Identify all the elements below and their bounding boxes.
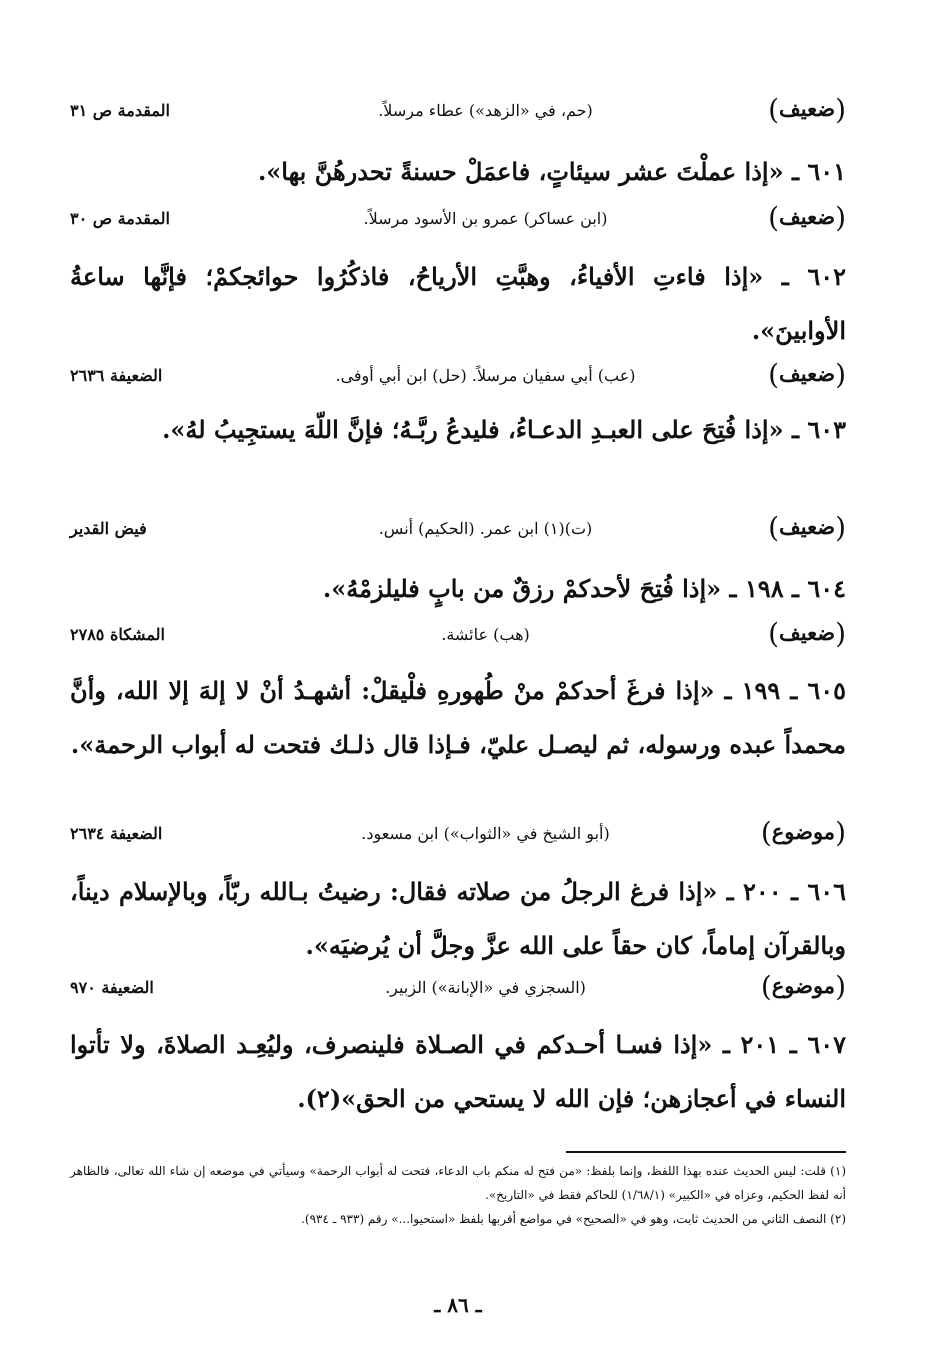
grade-label: (ضعيف) — [768, 201, 846, 234]
grade-row — [70, 967, 846, 1007]
page-number: ـ ٨٦ ـ — [434, 1293, 482, 1317]
source-citation: (حم، في «الزهد») عطاء مرسلاً. — [378, 100, 593, 120]
grade-label: (ضعيف) — [768, 511, 846, 544]
grade-row — [70, 614, 846, 654]
hadith-text: ٦٠٤ ـ ١٩٨ ـ «إذا فُتِحَ لأحدكمْ رزقٌ من بابٍ فليلزمْهُ». — [322, 574, 846, 603]
footnote: (١) قلت: ليس الحديث عنده بهذا اللفظ، وإنما بلفظ: «من فتح له منكم باب الدعاء، فتحت له أبواب الرحمة» وسيأتي في موضعه إن شاء الله تعالى، فالظاهر أنه لفظ الحكيم، وعزاه في «الكبير» (١/٦٨/١) للحاكم فقط في «التاريخ». — [70, 1164, 846, 1202]
hadith-text: ٦٠١ ـ «إذا عملْتَ عشر سيئاتٍ، فاعمَلْ حسنةً تحدرهُنَّ بها». — [257, 157, 846, 186]
reference: الضعيفة ٩٧٠ — [70, 977, 154, 997]
source-citation: (السجزي في «الإبانة») الزبير. — [385, 977, 586, 997]
grade-label: (موضوع) — [760, 816, 846, 849]
reference: المشكاة ٢٧٨٥ — [70, 624, 165, 644]
grade-row — [70, 355, 846, 395]
grade-row — [70, 90, 846, 130]
footnote-divider — [566, 1151, 846, 1153]
source-citation: (ت)(١) ابن عمر. (الحكيم) أنس. — [378, 518, 593, 538]
reference: فيض القدير — [70, 518, 147, 538]
hadith-text: ٦٠٣ ـ «إذا فُتِحَ على العبـدِ الدعـاءُ، فليدعُ ربَّـهُ؛ فإنَّ اللّهَ يستجِيبُ لهُ». — [162, 415, 846, 444]
grade-label: (ضعيف) — [768, 358, 846, 391]
book-page — [70, 0, 846, 1346]
hadith-text: ٦٠٦ ـ ٢٠٠ ـ «إذا فرغ الرجلُ من صلاته فقال: رضيتُ بـالله ربّاً، وبالإسلام ديناً، وبالقرآن إماماً، كان حقاً على الله عزَّ وجلَّ أن يُرضيَه». — [70, 877, 846, 960]
hadith-text: ٦٠٧ ـ ٢٠١ ـ «إذا فسـا أحـدكم في الصـلاة فلينصرف، وليُعِـد الصلاةَ، ولا تأتوا النساء في أعجازهن؛ فإن الله لا يستحي من الحق»(٢). — [70, 1030, 846, 1113]
grade-label: (ضعيف) — [768, 93, 846, 126]
source-citation: (هب) عائشة. — [441, 624, 530, 644]
source-citation: (أبو الشيخ في «الثواب») ابن مسعود. — [361, 823, 610, 843]
hadith-text: ٦٠٢ ـ «إذا فاءتِ الأفياءُ، وهبَّتِ الأرياحُ، فاذكُرُوا حوائجكمْ؛ فإنَّها ساعةُ الأوابينَ». — [70, 262, 846, 345]
reference: المقدمة ص ٣٠ — [70, 208, 170, 228]
hadith-text: ٦٠٥ ـ ١٩٩ ـ «إذا فرغَ أحدكمْ منْ طُهورهِ فلْيقلْ: أشهـدُ أنْ لا إلهَ إلا الله، وأنَّ محمداً عبده ورسوله، ثم ليصـل عليّ، فـإذا قال ذلـك فتحت له أبواب الرحمة». — [70, 676, 847, 759]
grade-label: (ضعيف) — [768, 617, 846, 650]
grade-row — [70, 508, 846, 548]
reference: الضعيفة ٢٦٣٤ — [70, 823, 163, 843]
grade-row — [70, 198, 846, 238]
grade-label: (موضوع) — [760, 970, 846, 1003]
source-citation: (ابن عساكر) عمرو بن الأسود مرسلاً. — [363, 208, 608, 228]
reference: الضعيفة ٢٦٣٦ — [70, 365, 163, 385]
source-citation: (عب) أبي سفيان مرسلاً. (حل) ابن أبي أوفى. — [335, 365, 636, 385]
footnote: (٢) النصف الثاني من الحديث ثابت، وهو في «الصحيح» في مواضع أقربها بلفظ «استحيوا...» رقم (٩٣٣ ـ ٩٣٤). — [301, 1212, 846, 1226]
footnotes — [70, 1159, 846, 1231]
grade-row — [70, 813, 846, 853]
reference: المقدمة ص ٣١ — [70, 100, 170, 120]
